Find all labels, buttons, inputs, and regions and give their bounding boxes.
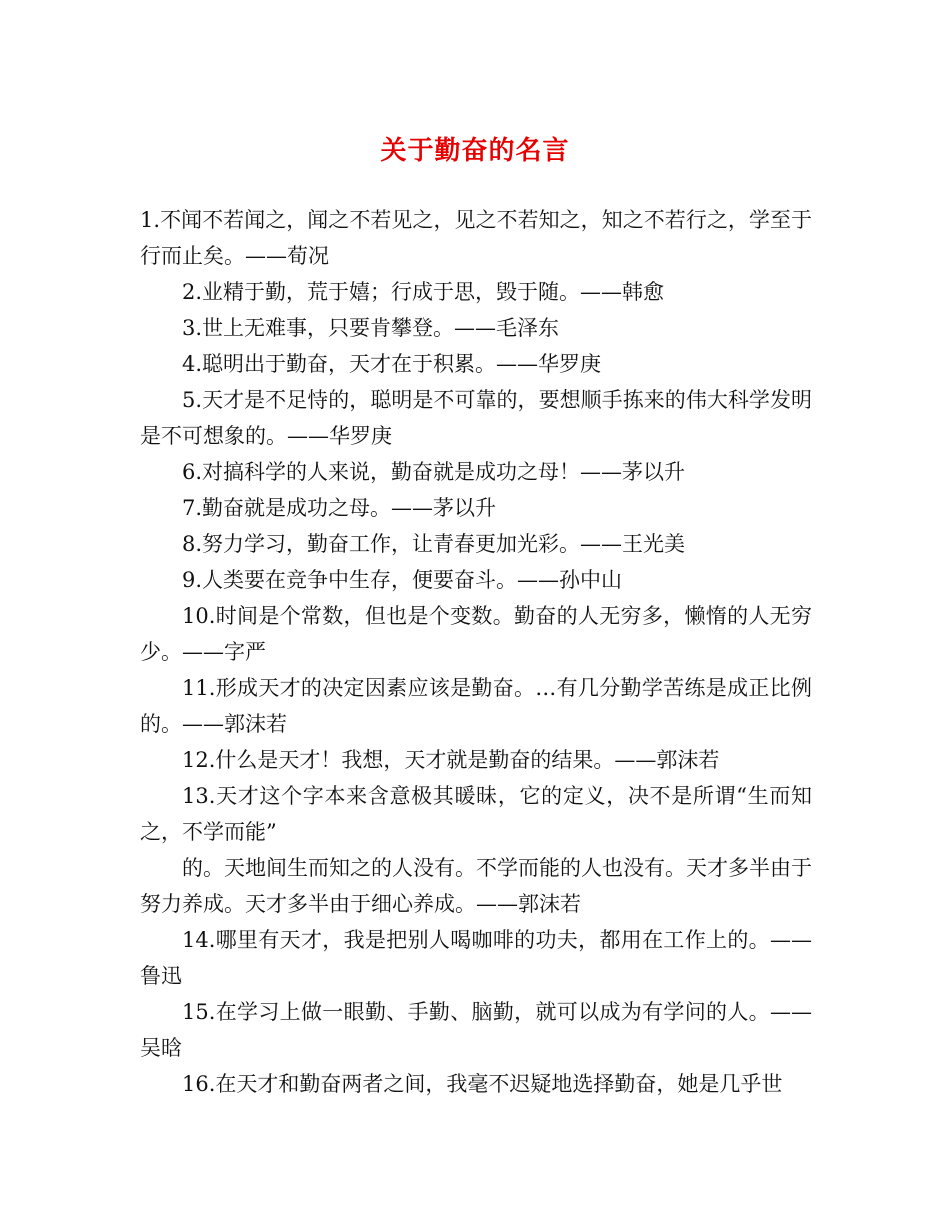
quote-13-continued: 的。天地间生而知之的人没有。不学而能的人也没有。天才多半由于努力养成。天才多半由于细心养成。——郭沫若 xyxy=(140,856,812,916)
quote-6: 6.对搞科学的人来说，勤奋就是成功之母！——茅以升 xyxy=(182,460,686,484)
quote-14: 14.哪里有天才，我是把别人喝咖啡的功夫，都用在工作上的。——鲁迅 xyxy=(140,928,812,988)
quote-16: 16.在天才和勤奋两者之间，我毫不迟疑地选择勤奋，她是几乎世 xyxy=(182,1072,783,1096)
page-title: 关于勤奋的名言 xyxy=(380,136,570,166)
quote-7: 7.勤奋就是成功之母。——茅以升 xyxy=(182,496,497,520)
quote-list xyxy=(140,200,812,1102)
quote-10: 10.时间是个常数，但也是个变数。勤奋的人无穷多，懒惰的人无穷少。——字严 xyxy=(140,604,812,664)
quote-8: 8.努力学习，勤奋工作，让青春更加光彩。——王光美 xyxy=(182,532,686,556)
quote-5: 5.天才是不足恃的，聪明是不可靠的，要想顺手拣来的伟大科学发明是不可想象的。——华罗庚 xyxy=(140,388,812,448)
quote-2: 2.业精于勤，荒于嬉；行成于思，毁于随。——韩愈 xyxy=(182,280,665,304)
quote-4: 4.聪明出于勤奋，天才在于积累。——华罗庚 xyxy=(182,352,602,376)
quote-1: 1.不闻不若闻之，闻之不若见之，见之不若知之，知之不若行之，学至于行而止矣。——荀况 xyxy=(140,208,812,268)
quote-13: 13.天才这个字本来含意极其暖昧，它的定义，决不是所谓“生而知之，不学而能” xyxy=(140,784,812,844)
quote-9: 9.人类要在竞争中生存，便要奋斗。——孙中山 xyxy=(182,568,623,592)
quote-3: 3.世上无难事，只要肯攀登。——毛泽东 xyxy=(182,316,560,340)
quote-12: 12.什么是天才！我想，天才就是勤奋的结果。——郭沫若 xyxy=(182,748,720,772)
quote-15: 15.在学习上做一眼勤、手勤、脑勤，就可以成为有学问的人。——吴晗 xyxy=(140,1000,812,1060)
quote-11: 11.形成天才的决定因素应该是勤奋。…有几分勤学苦练是成正比例的。——郭沫若 xyxy=(140,676,812,736)
